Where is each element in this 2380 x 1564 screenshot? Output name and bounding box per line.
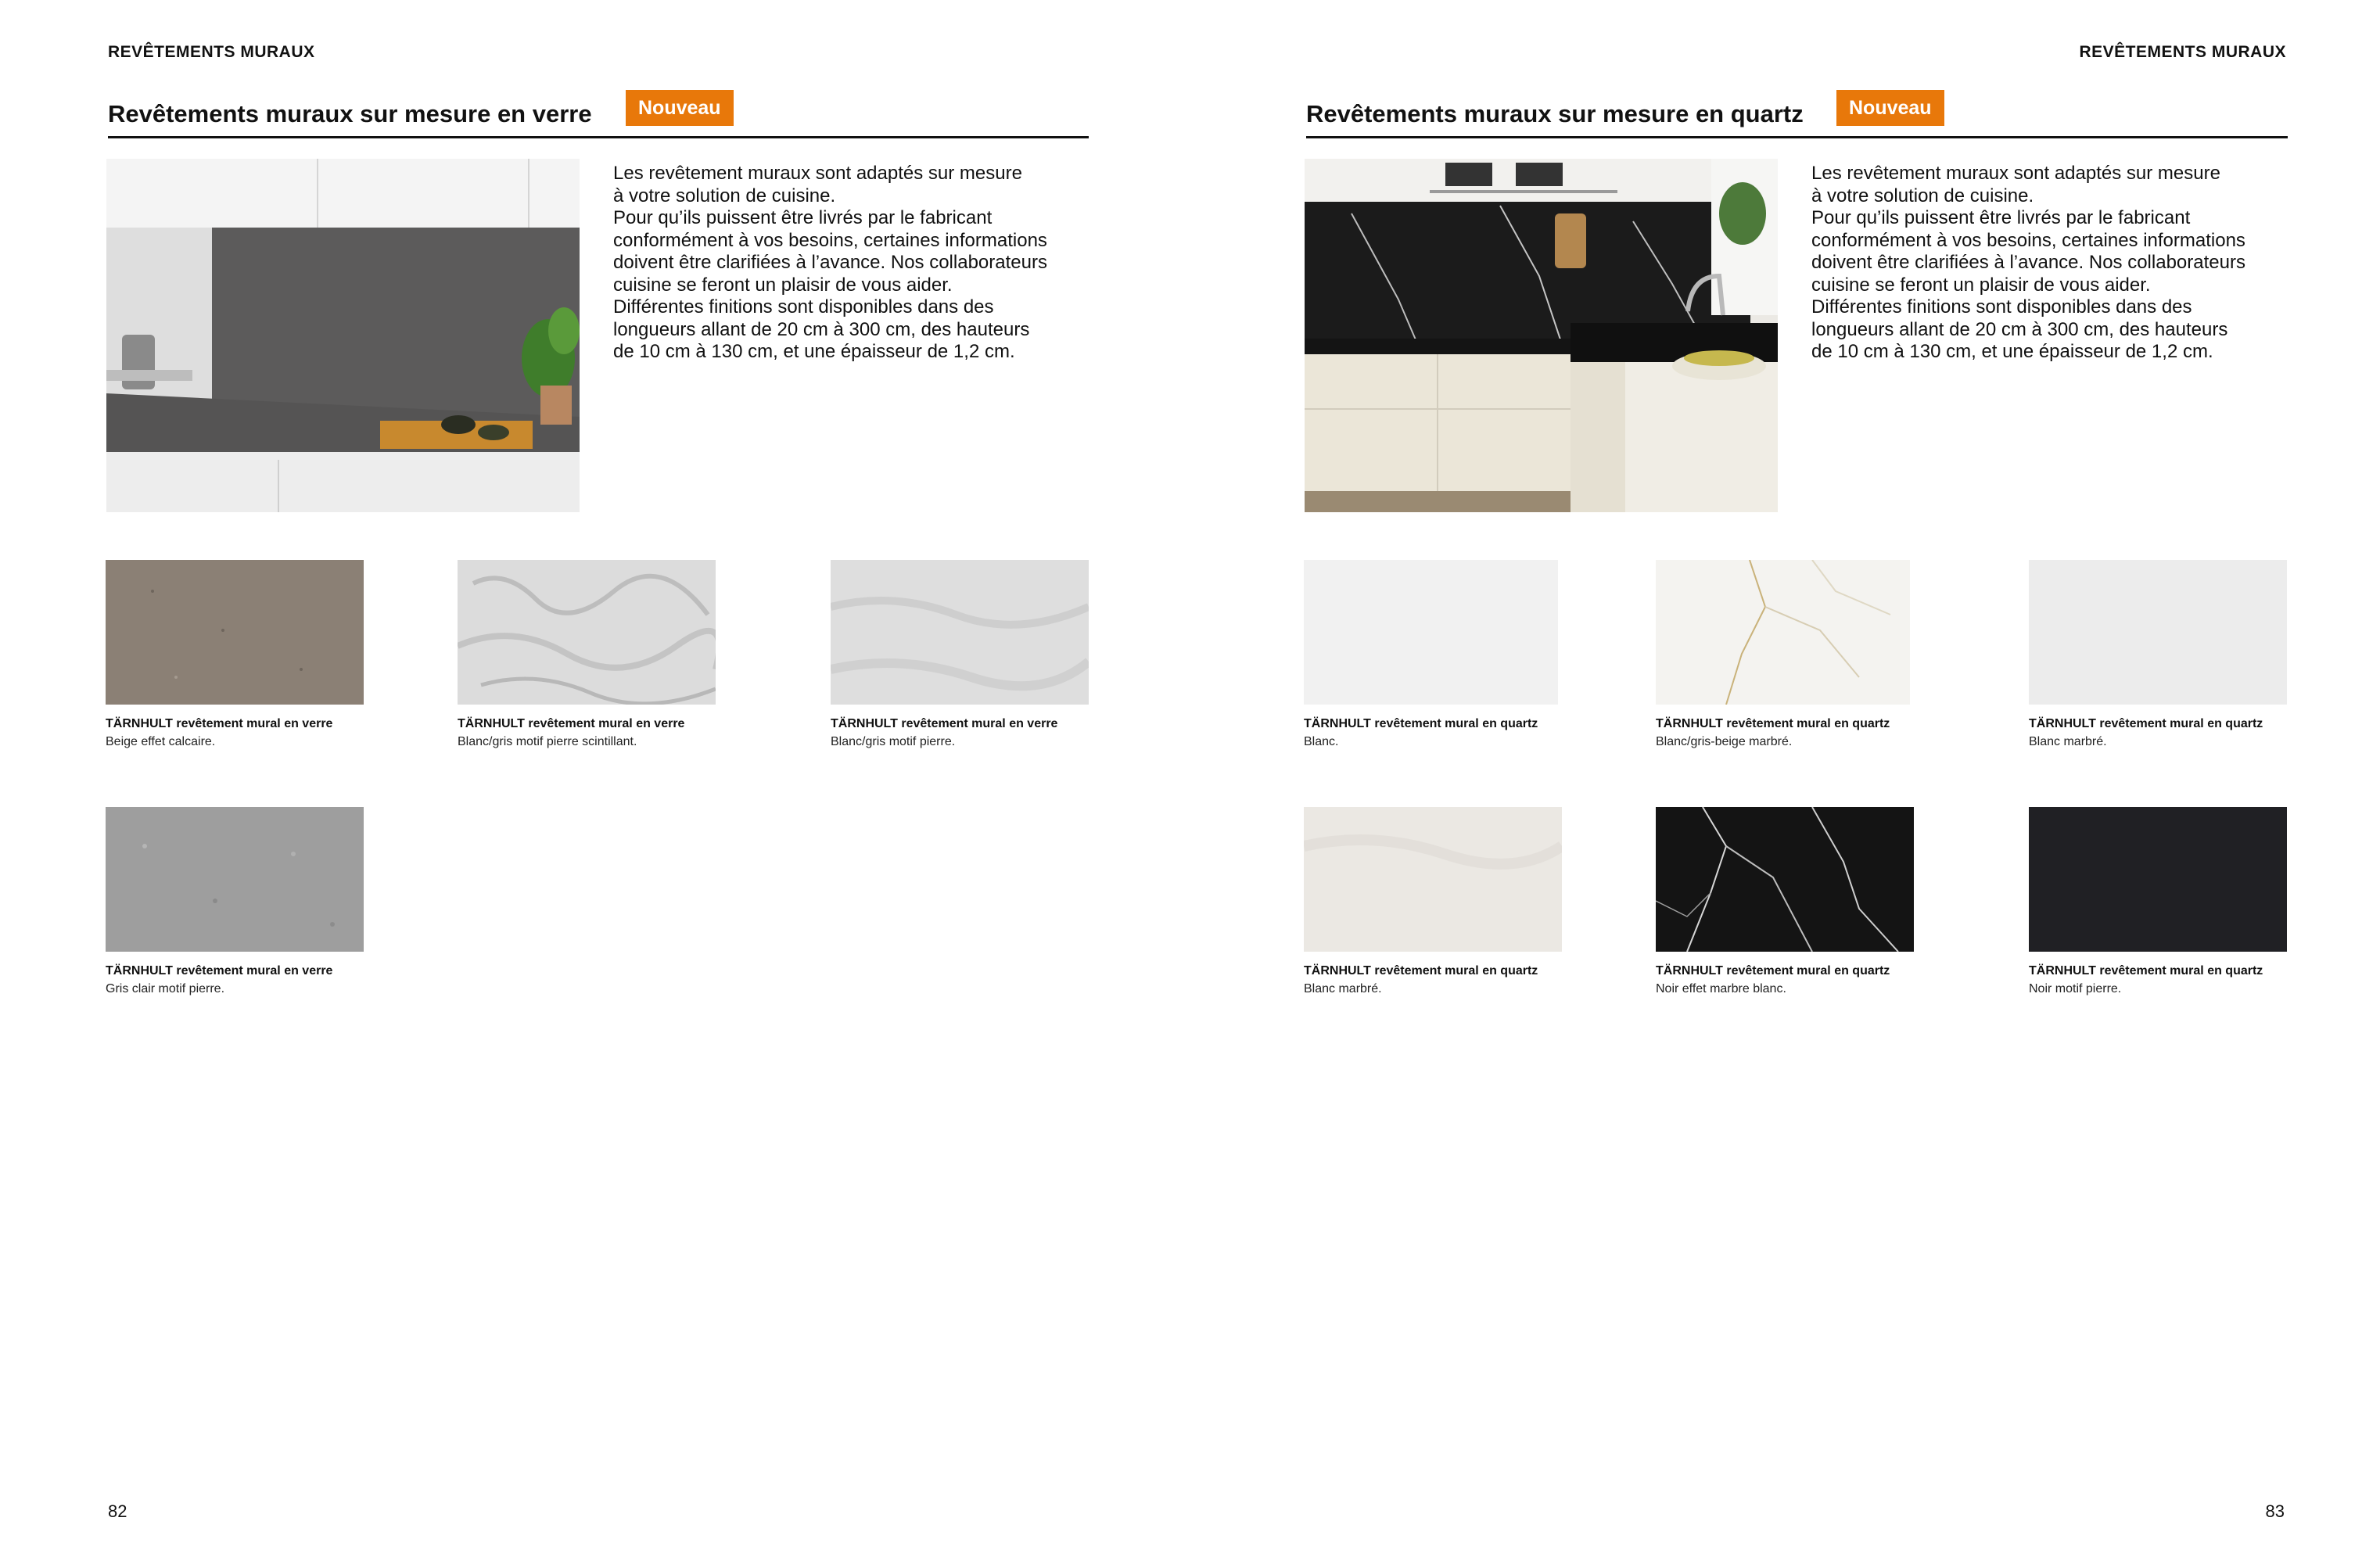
page-number-left: 82 [108, 1501, 127, 1521]
description-line: conformément à vos besoins, certaines informations [613, 229, 1047, 251]
page-number-right: 83 [2265, 1501, 2285, 1521]
description-line: Pour qu’ils puissent être livrés par le fabricant [1811, 207, 2191, 228]
product-name: TÄRNHULT revêtement mural en verre [458, 717, 685, 730]
swatch-white [1304, 560, 1558, 705]
product-name: TÄRNHULT revêtement mural en verre [831, 717, 1058, 730]
description-line: Les revêtement muraux sont adaptés sur mesure [613, 163, 1022, 184]
description-line: de 10 cm à 130 cm, et une épaisseur de 1,2 cm. [1811, 341, 2213, 362]
product-name: TÄRNHULT revêtement mural en quartz [2029, 964, 2263, 978]
product-finish: Noir effet marbre blanc. [1656, 982, 1786, 995]
product-finish: Blanc/gris-beige marbré. [1656, 735, 1793, 748]
product-finish: Beige effet calcaire. [106, 735, 216, 748]
product-name: TÄRNHULT revêtement mural en quartz [1656, 964, 1890, 978]
product-finish: Noir motif pierre. [2029, 982, 2122, 995]
description-line: à votre solution de cuisine. [1811, 185, 2034, 206]
product-finish: Blanc marbré. [1304, 982, 1382, 995]
swatch-white-grey-stone [831, 560, 1089, 705]
description-line: Différentes finitions sont disponibles dans des [613, 296, 994, 317]
swatch-light-grey-stone [106, 807, 364, 952]
product-name: TÄRNHULT revêtement mural en verre [106, 964, 333, 978]
swatch-beige-limestone [106, 560, 364, 705]
description-line: conformément à vos besoins, certaines informations [1811, 229, 2245, 251]
product-name: TÄRNHULT revêtement mural en quartz [1304, 717, 1538, 730]
swatch-white-grey-sparkle [458, 560, 716, 705]
section-label-right: REVÊTEMENTS MURAUX [2079, 43, 2286, 61]
description-line: de 10 cm à 130 cm, et une épaisseur de 1,2 cm. [613, 341, 1015, 362]
product-name: TÄRNHULT revêtement mural en quartz [2029, 717, 2263, 730]
description-line: à votre solution de cuisine. [613, 185, 836, 206]
product-finish: Blanc/gris motif pierre scintillant. [458, 735, 637, 748]
description-line: Différentes finitions sont disponibles dans des [1811, 296, 2192, 317]
swatch-white-beige-marble [1656, 560, 1910, 705]
page-title-left: Revêtements muraux sur mesure en verre [108, 100, 592, 127]
description-line: doivent être clarifiées à l’avance. Nos collaborateurs [1811, 252, 2245, 273]
product-finish: Gris clair motif pierre. [106, 982, 225, 995]
description-line: longueurs allant de 20 cm à 300 cm, des hauteurs [613, 318, 1030, 340]
product-name: TÄRNHULT revêtement mural en quartz [1304, 964, 1538, 978]
product-finish: Blanc/gris motif pierre. [831, 735, 956, 748]
description-line: Pour qu’ils puissent être livrés par le fabricant [613, 207, 993, 228]
description-left [613, 163, 1075, 364]
title-divider-right [1306, 136, 2288, 138]
product-finish: Blanc marbré. [2029, 735, 2107, 748]
description-line: cuisine se feront un plaisir de vous aider. [1811, 274, 2151, 296]
product-finish: Blanc. [1304, 735, 1339, 748]
description-line: cuisine se feront un plaisir de vous aider. [613, 274, 953, 296]
product-name: TÄRNHULT revêtement mural en verre [106, 717, 333, 730]
description-line: Les revêtement muraux sont adaptés sur mesure [1811, 163, 2220, 184]
description-line: longueurs allant de 20 cm à 300 cm, des hauteurs [1811, 318, 2228, 340]
page-title-right: Revêtements muraux sur mesure en quartz [1306, 100, 1804, 127]
new-badge-right: Nouveau [1836, 90, 1944, 126]
description-line: doivent être clarifiées à l’avance. Nos collaborateurs [613, 252, 1047, 273]
swatch-white-marble [2029, 560, 2287, 705]
swatch-black-white-marble [1656, 807, 1914, 952]
product-name: TÄRNHULT revêtement mural en quartz [1656, 717, 1890, 730]
description-right [1811, 163, 2273, 364]
swatch-white-marble-2 [1304, 807, 1562, 952]
kitchen-photo-glass [106, 159, 580, 512]
new-badge-left: Nouveau [626, 90, 734, 126]
swatch-black-stone [2029, 807, 2287, 952]
kitchen-photo-quartz [1305, 159, 1778, 512]
title-divider-left [108, 136, 1089, 138]
section-label-left: REVÊTEMENTS MURAUX [108, 43, 315, 61]
